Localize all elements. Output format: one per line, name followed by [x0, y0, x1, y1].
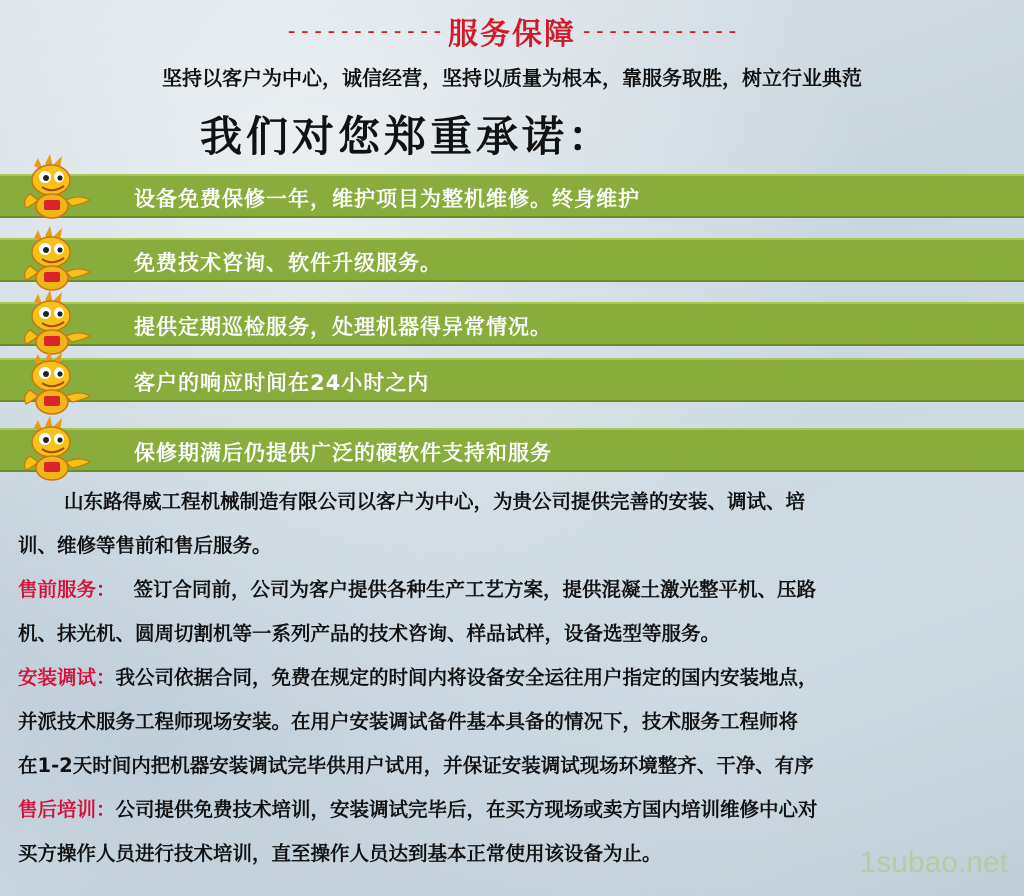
promise-bar-5	[0, 428, 1024, 472]
dragon-mascot-icon	[16, 150, 96, 220]
intro-line-2: 训、维修等售前和售后服务。	[18, 534, 272, 557]
install-line-2: 并派技术服务工程师现场安装。在用户安装调试备件基本具备的情况下，技术服务工程师将	[18, 710, 799, 733]
promise-bar-2	[0, 238, 1024, 282]
presale-label: 售前服务：	[18, 578, 116, 601]
training-text-1: 公司提供免费技术培训，安装调试完毕后，在买方现场或卖方国内培训维修中心对	[115, 798, 818, 821]
presale-text-1: 签订合同前，公司为客户提供各种生产工艺方案，提供混凝土激光整平机、压路	[133, 578, 817, 601]
title-left-dashes: ------------	[285, 18, 444, 44]
promise-bar-text: 免费技术咨询、软件升级服务。	[134, 251, 442, 275]
dragon-mascot-icon	[16, 346, 96, 416]
slogan: 坚持以客户为中心，诚信经营，坚持以质量为根本，靠服务取胜，树立行业典范	[162, 66, 862, 90]
presale-line-2: 机、抹光机、圆周切割机等一系列产品的技术咨询、样品试样，设备选型等服务。	[18, 622, 721, 645]
promise-bar-text: 保修期满后仍提供广泛的硬软件支持和服务	[134, 441, 552, 465]
promise-heading: 我们对您郑重承诺：	[200, 112, 615, 161]
promise-bar-1	[0, 174, 1024, 218]
title-row	[0, 8, 1024, 54]
promise-bar-text: 客户的响应时间在24小时之内	[134, 371, 430, 395]
site-watermark: 1subao.net	[859, 846, 1008, 879]
install-line-1	[18, 662, 818, 690]
promise-bar-4	[0, 358, 1024, 402]
presale-line-1	[18, 574, 816, 602]
title-right-dashes: ------------	[580, 18, 739, 44]
intro-line-1: 山东路得威工程机械制造有限公司以客户为中心，为贵公司提供完善的安装、调试、培	[64, 490, 806, 513]
training-line-1	[18, 794, 818, 822]
training-label: 售后培训：	[18, 798, 116, 821]
dragon-mascot-icon	[16, 412, 96, 482]
promise-bar-3	[0, 302, 1024, 346]
install-label: 安装调试：	[18, 666, 116, 689]
dragon-mascot-icon	[16, 222, 96, 292]
install-line-3: 在1-2天时间内把机器安装调试完毕供用户试用，并保证安装调试现场环境整齐、干净、有序	[18, 754, 814, 777]
promise-bar-text: 设备免费保修一年，维护项目为整机维修。终身维护	[134, 187, 640, 211]
training-line-2: 买方操作人员进行技术培训，直至操作人员达到基本正常使用该设备为止。	[18, 842, 662, 865]
install-text-1: 我公司依据合同，免费在规定的时间内将设备安全运往用户指定的国内安装地点，	[115, 666, 818, 689]
page-title: 服务保障	[448, 17, 576, 52]
promise-bar-text: 提供定期巡检服务，处理机器得异常情况。	[134, 315, 552, 339]
